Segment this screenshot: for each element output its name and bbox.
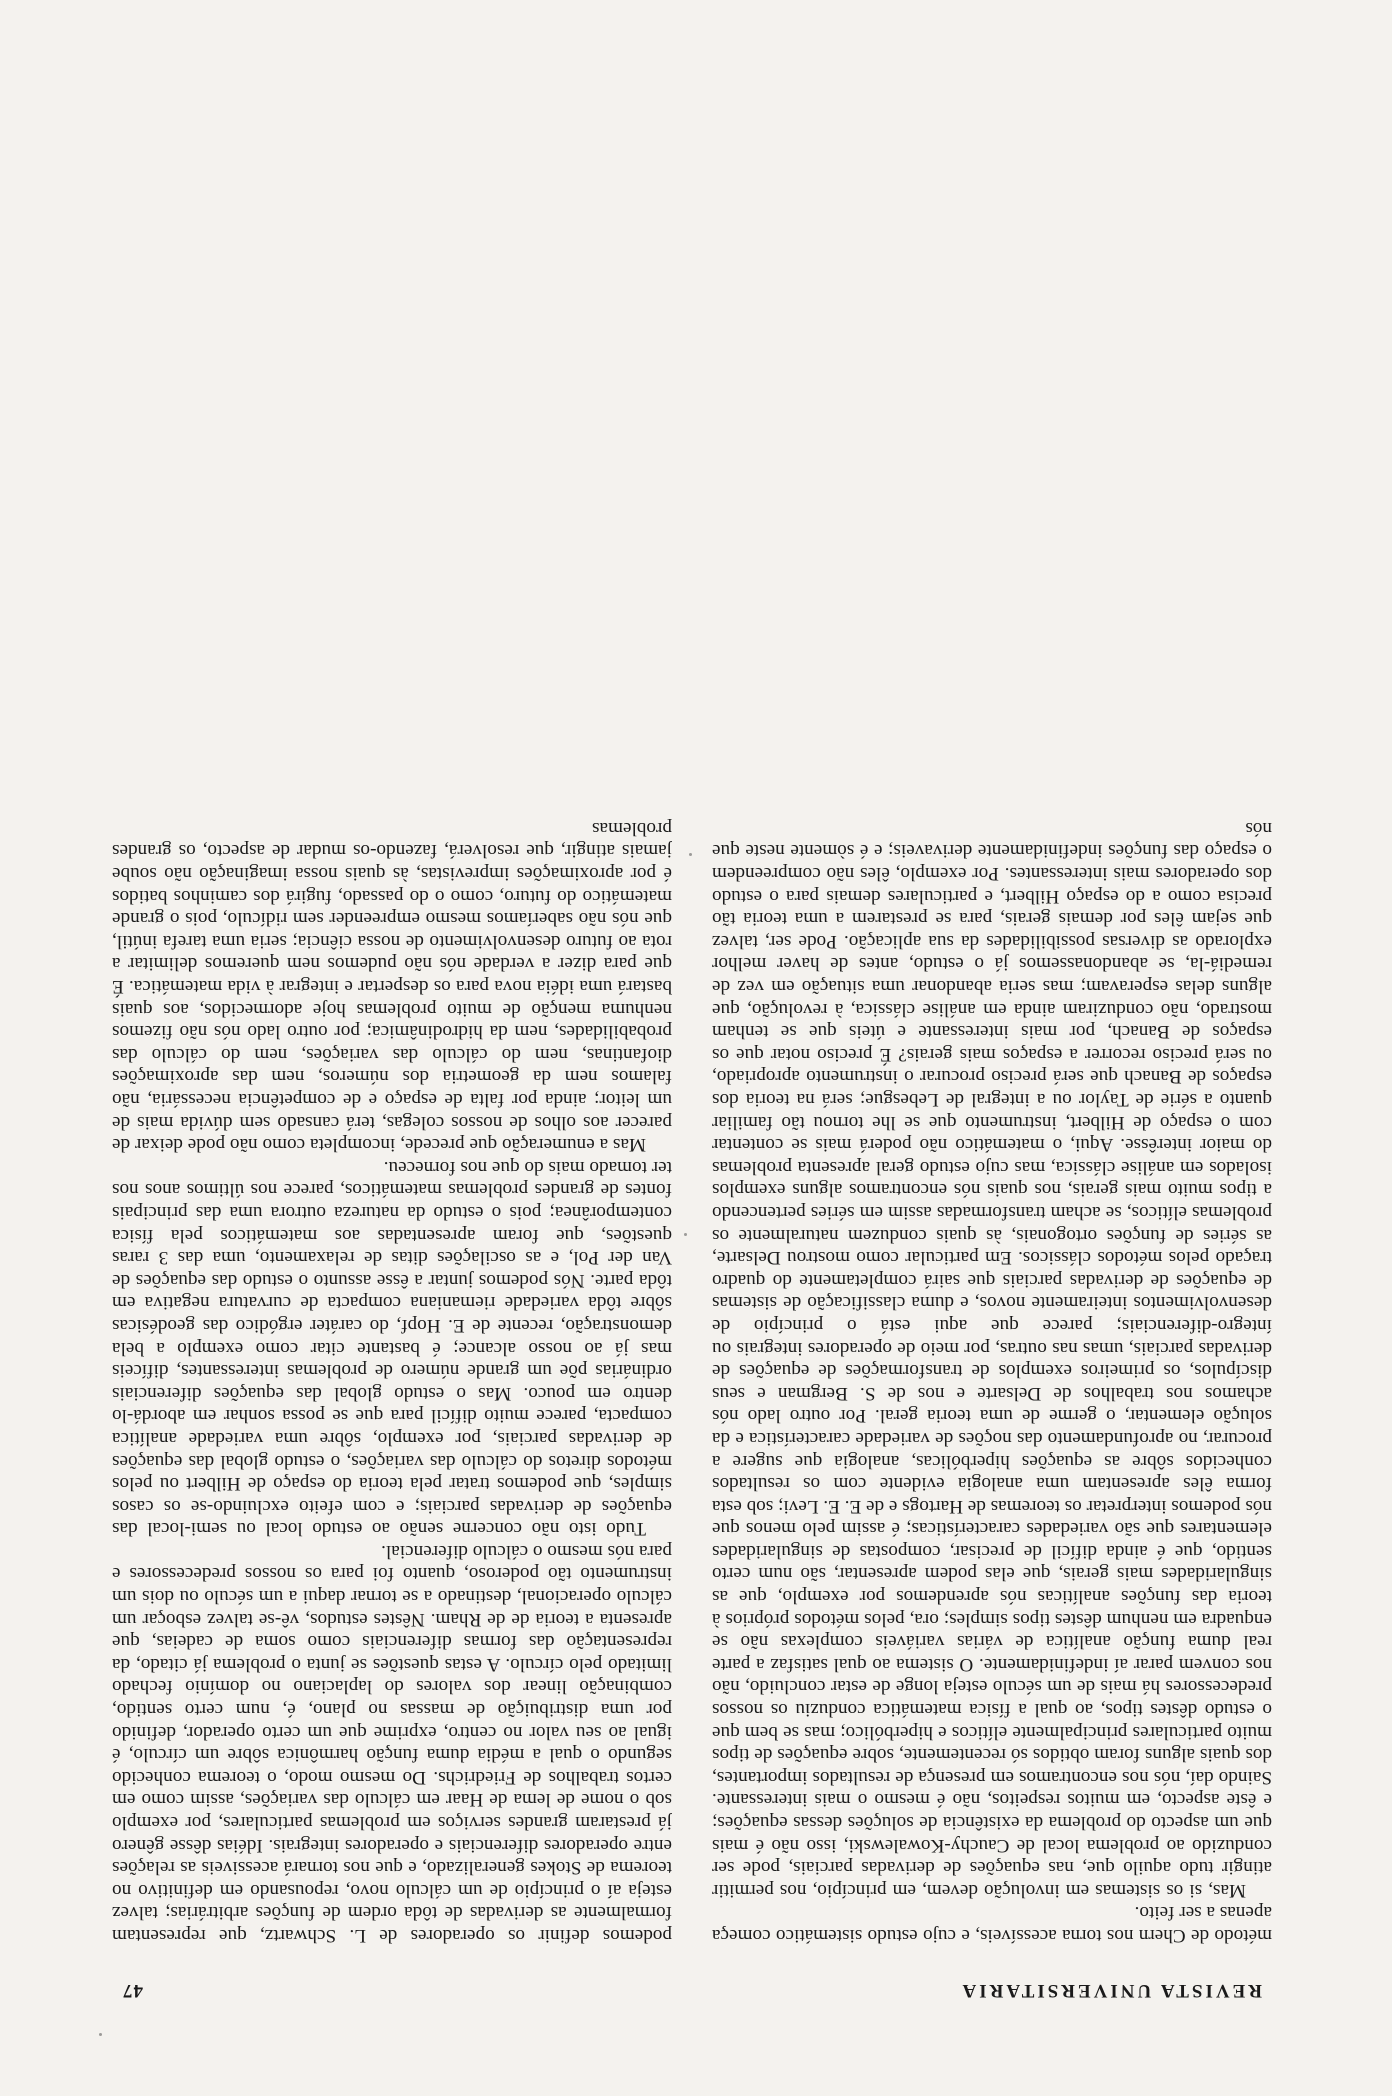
paragraph: podemos definir os operadores de L. Schwartz, que representam formalmente as derivadas de tôda ordem de funções arbitrárias; talvez esteja aí o princípio de um cálculo novo, repousando em definitivo no teorema de Stokes generalizado, e que nos tornará acessiveis as relações entre operadores diferenciais e operadores integrais. Idéias dêsse gênero já prestaram grandes serviços em problemas particulares, por exemplo sob o nome de lema de Haar em cálculo das variações, assim como em certos trabalhos de Friedrichs. Do mesmo modo, o teorema conhecido segundo o qual a média duma função harmônica sôbre um círculo, é igual ao seu valor no centro, exprime que um certo operador, definido por uma distribuição de massas no plano, é, num certo sentido, combinação linear dos valores do laplaciano no domínio fechado limitado pelo círculo. A estas questões se junta o problema já citado, da representação das formas diferenciais como soma de cadeias, que apresenta a teoria de de Rham. Nêstes estudos, vê-se talvez esboçar um cálculo operacional, destinado a se tornar daqui a um século ou dois um instrumento tão poderoso, quanto foi para os nossos predecessores e para nós mesmo o cálculo diferencial. — [112, 1540, 672, 1946]
scan-speck — [684, 1233, 687, 1236]
paragraph: Mas a enumeração que precede, incompleta como não pode deixar de parecer aos olhos de nossos colegas, terá cansado sem dúvida mais de um leitor; ainda por falta de espaço e de competência necessária, não falamos nem da geometria dos números, nem das aproximações diofantinas, nem do cálculo das variações, nem do cálculo das probabilidades, nem da hidrodinâmica; por outro lado nós não fizemos nenhuma menção de muito problemas hoje adormecidos, aos quais bastará uma idéia nova para os despertar e integrar à vida matemática. É que para dizer a verdade nós não pudemos nem queremos delimitar a rota ao futuro desenvolvimento de nossa ciência; seria uma tarefa inútil, que nós não saberíamos mesmo empreender sem ridículo, pois o grande matemático do futuro, como o do passado, fugirá dos caminhos batidos é por aproximações imprevistas, às quais nossa imaginação não soube jamais atingir, que resolverá, fazendo-os mudar de aspecto, os grandes problemas — [112, 817, 672, 1156]
paragraph: Mas, si os sistemas em involução devem, em princípio, nos permitir atingir tudo aquilo que, nas equações de derivadas parciais, pode ser conduzido ao problema local de Cauchy-Kowalewski, isso não é mais que um aspecto do problema da existência de soluções dessas equações; e êste aspecto, em muitos respeitos, não é mesmo o mais interessante. Saindo daí, nós nos encontramos em presença de resultados importantes, dos quais alguns foram obtidos só recentemente, sobre equações de tipos muito particulares principalmente elíticos e hiperbólico; mas se bem que o estudo dêstes tipos, ao qual a física matemática conduziu os nossos predecessores há mais de um século esteja longe de estar concluido, não nos convem parar aí indefinidamente. O sistema ao qual satisfaz a parte real duma função analítica de várias variáveis complexas não se enquadra em nenhum dêstes tipos simples; ora, pelos métodos próprios à teoria das funções analíticas nós aprendemos por exemplo, que as singularidades mais gerais, que elas podem apresentar, são num certo sentido, que é ainda difícil de precisar, compostas de singularidades elementares que são variedades características; é assim pelo menos que nós podemos interpretar os teoremas de Hartogs e de E. E. Levi; sob esta forma êles apresentam uma analogia evidente com os resultados conhecidos sôbre as equações hiperbólicas, analogia que sugere a procurar, no aprofundamento das noções de variedade característica e da solução elementar, o germe de uma teoria geral. Por outro lado nós achamos nos trabalhos de Delsarte e nos de S. Bergman e seus discípulos, os primeiros exemplos de transformações de equações de derivadas parciais, umas nas outras, por meio de operadores integrais ou íntegro-diferenciais; parece que aqui está o princípio de desenvolvimentos inteiramente novos, e duma classificação de sistemas de equações de derivadas parciais que sairá completamente do quadro traçado pelos métodos clássicos. Em particular como mostrou Delsarte, as séries de funções ortogonais, às quais conduzem naturalmente os problemas elíticos, se acham transformadas assim em séries pertencendo a tipos muito mais gerais, nos quais nós encontramos alguns exemplos isolados em análise clássica, mas cujo estudo geral apresenta problemas do maior interêsse. Aqui, o matemático não poderá mais se contentar com o espaço de Hilbert, instrumento que se lhe tornou tão familiar quanto a série de Taylor ou a integral de Lebesgue; será na teoria dos espaços de Banach que será preciso procurar o instrumento apropriado, ou será preciso recorrer a espaços mais gerais? É preciso notar que os espaços de Banach, por mais interessante e úteis que se tenham mostrado, não conduziram ainda em análise clássica, à revolução, que alguns delas esperavam; mas seria abandonar uma situação em vez de remediá-la, se abandonassemos já o estudo, antes de haver melhor explorado as diversas possibilidades da sua aplicação. Pode ser, talvez que sejam êles por demais gerais, para se prestarem a uma teoria tão precisa como a do espaço Hilbert, e particulares demais para o estudo dos operadores mais interessantes. Por exemplo, êles não compreendem o espaço das funções indefinidamente derivaveis; e é sòmente neste que nós — [712, 817, 1272, 1901]
text-column-left — [712, 126, 1272, 1946]
journal-title: REVISTA UNIVERSITARIA — [959, 1980, 1262, 2001]
text-column-right — [112, 126, 672, 1946]
running-head — [112, 1971, 1272, 2001]
paragraph: método de Chern nos torna acessíveis, e cujo estudo sistemático começa apenas a ser feito. — [712, 1902, 1272, 1946]
scan-speck — [689, 853, 692, 856]
page-number: 47 — [122, 1980, 143, 2001]
paragraph: Tudo isto não concerne senão ao estudo local ou semi-local das equações de derivadas parciais; e com efeito excluindo-se os casos simples, que podemos tratar pela teoria do espaço de Hilbert ou pelos métodos diretos do cálculo das variações, o estudo global das equações de derivadas parciais, por exemplo, sôbre uma variedade analítica compacta, parece muito difícil para que se possa sonhar em abordá-lo dentro em pouco. Mas o estudo global das equações diferenciais ordinárias põe um grande número de problemas interessantes, difíceis mas já ao nosso alcance; é bastante citar como exemplo a bela demonstração, recente de E. Hopf, do caráter ergódico das geodésicas sôbre tôda variedade riemaniana compacta de curvatura negativa em tôda parte. Nós podemos juntar a êsse assunto o estudo das equações de Van der Pol, e as oscilações ditas de relaxamento, uma das 3 raras questões, que foram apresentadas aos matemáticos pela física contemporânea; pois o estudo da natureza outrora uma das principais fontes de grandes problemas matemáticos, parece nos últimos anos nos ter tomado mais do que nos forneceu. — [112, 1156, 672, 1540]
scan-speck — [99, 2033, 102, 2036]
